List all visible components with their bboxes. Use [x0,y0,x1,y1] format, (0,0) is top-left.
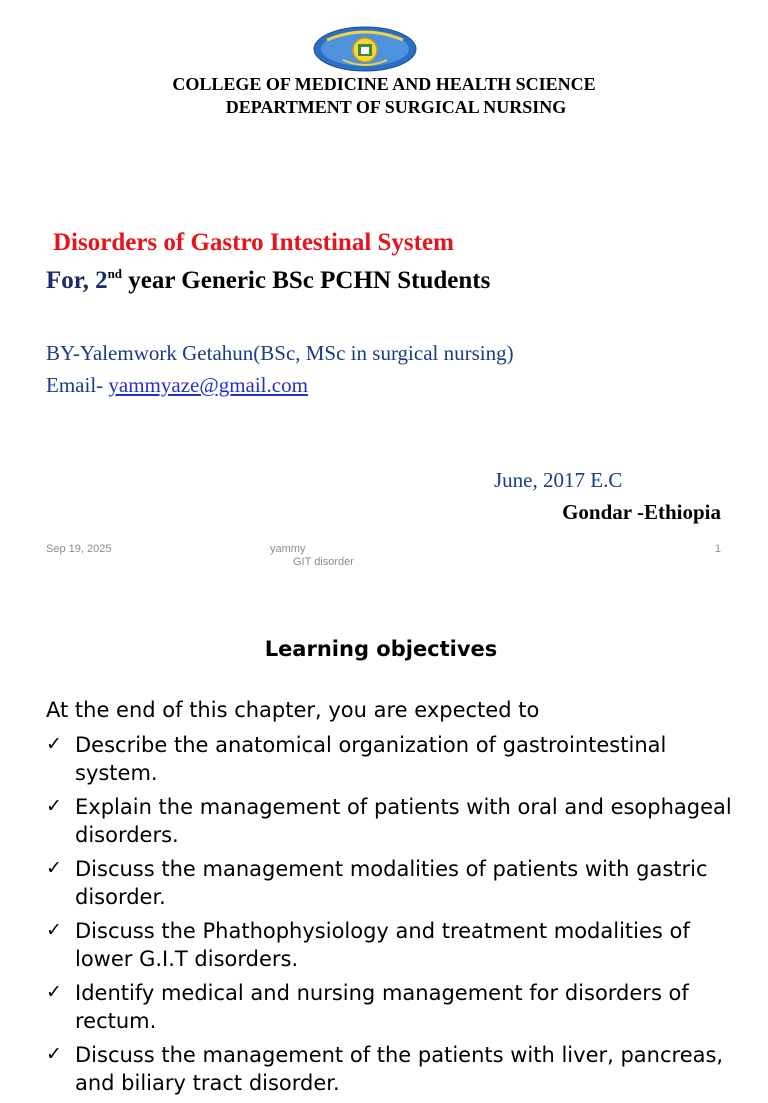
footer-date: Sep 19, 2025 [46,543,112,555]
checkmark-icon: ✓ [46,857,62,879]
checkmark-icon: ✓ [46,733,62,755]
subtitle-superscript: nd [107,266,123,281]
department-name: DEPARTMENT OF SURGICAL NURSING [225,97,567,117]
objective-text: Describe the anatomical organization of gastrointestinal system. [75,733,667,785]
checkmark-icon: ✓ [46,981,62,1003]
presentation-title: Disorders of Gastro Intestinal System [53,229,454,256]
objective-item [46,731,736,787]
footer-page-number: 1 [714,543,721,555]
objectives-slide [0,585,768,1095]
email-line [46,373,308,398]
objective-text: Discuss the management modalities of patients with gastric disorder. [75,857,708,909]
objective-item [46,917,736,973]
subtitle-rest: year Generic BSc PCHN Students [122,267,491,294]
university-logo [313,26,417,72]
checkmark-icon: ✓ [46,1043,62,1065]
presentation-place: Gondar -Ethiopia [562,500,721,524]
objective-text: Discuss the management of the patients with liver, pancreas, and biliary tract disorder. [75,1043,724,1095]
presentation-subtitle [46,266,490,295]
objective-text: Discuss the Phathophysiology and treatment modalities of lower G.I.T disorders. [75,919,690,971]
objective-item [46,793,736,849]
college-name: COLLEGE OF MEDICINE AND HEALTH SCIENCE [172,74,596,94]
objectives-intro: At the end of this chapter, you are expected to [46,698,540,722]
footer-topic: GIT disorder [293,556,354,568]
presentation-date: June, 2017 E.C [494,468,623,492]
checkmark-icon: ✓ [46,919,62,941]
objectives-heading: Learning objectives [264,637,498,661]
checkmark-icon: ✓ [46,795,62,817]
email-label: Email- [46,373,109,397]
objective-item [46,1041,736,1097]
objective-item [46,855,736,911]
email-link[interactable]: yammyaze@gmail.com [108,373,308,397]
author-line: BY-Yalemwork Getahun(BSc, MSc in surgical nursing) [46,341,514,365]
objective-text: Explain the management of patients with oral and esophageal disorders. [75,795,732,847]
subtitle-prefix: For, 2 [46,267,108,294]
objective-text: Identify medical and nursing management for disorders of rectum. [75,981,689,1033]
footer-author: yammy [270,543,306,555]
objective-item [46,979,736,1035]
objectives-list [46,731,736,1103]
